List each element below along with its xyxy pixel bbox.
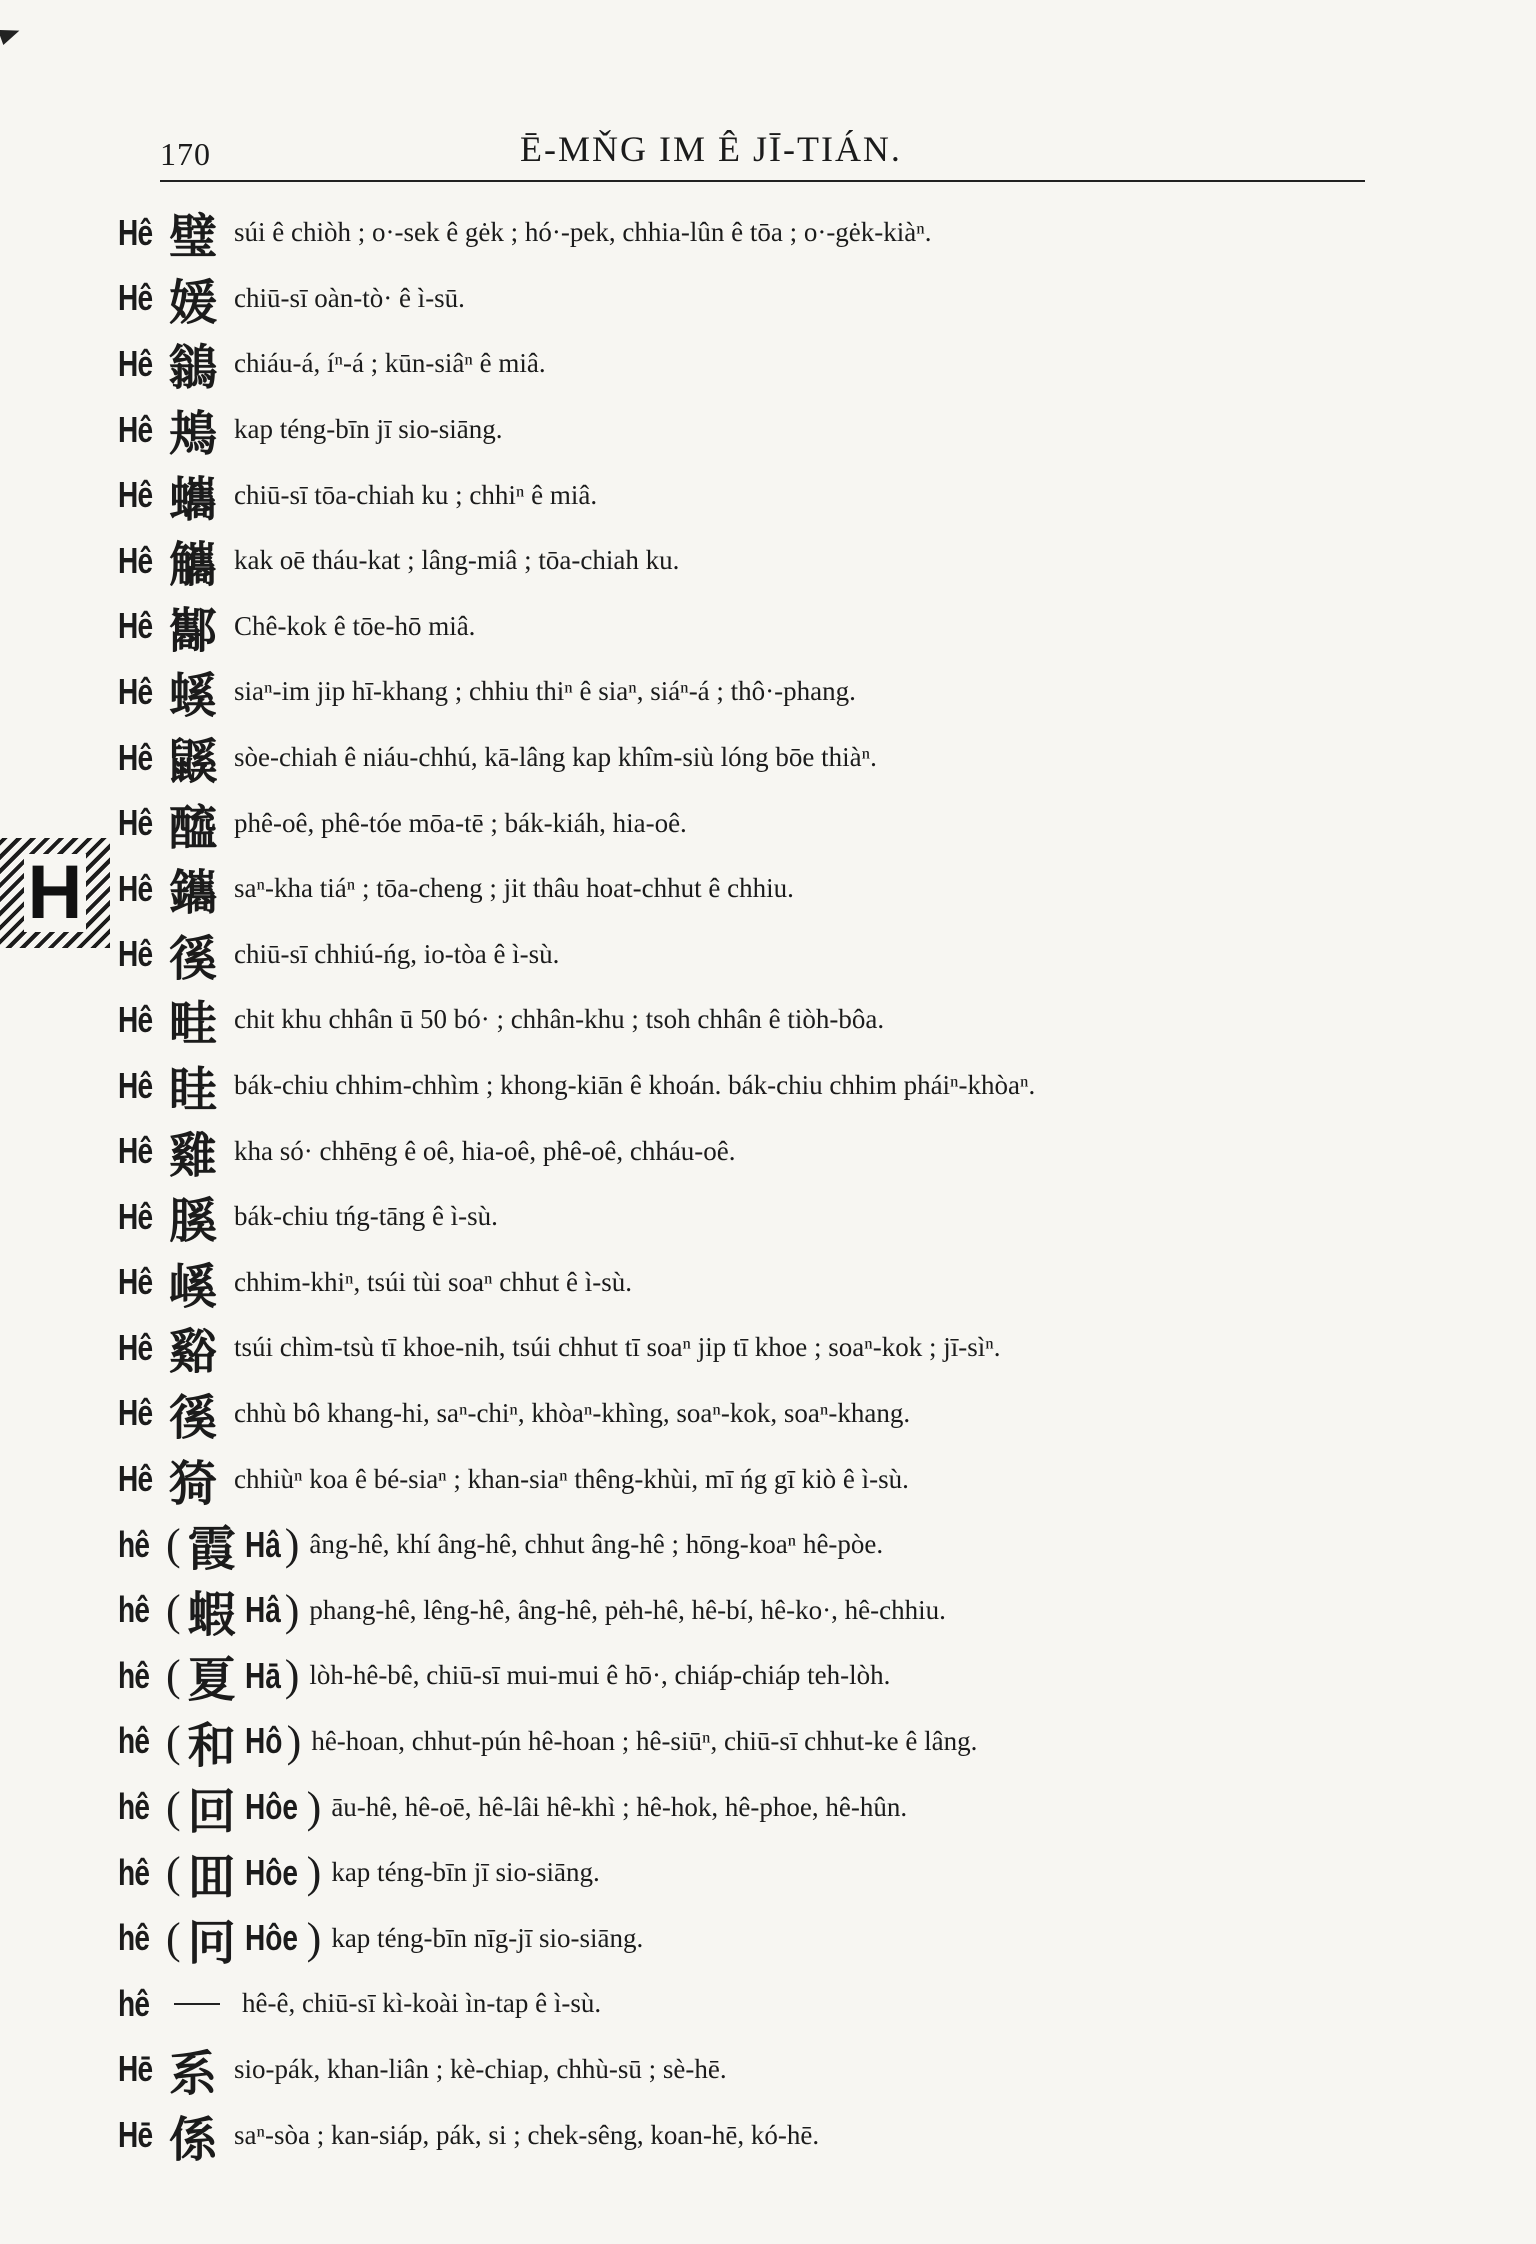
entry-headword: Hê: [118, 605, 153, 647]
entry-variant-reading: Hôe: [244, 1851, 298, 1893]
entry-definition: chhiùⁿ koa ê bé-siaⁿ ; khan-siaⁿ thêng-khùi, mī ńg gī kiò ê ì-sù.: [234, 1463, 909, 1494]
dictionary-entry: [118, 1512, 1358, 1578]
dictionary-entry: [118, 594, 1358, 660]
entry-character: 回: [187, 1783, 236, 1840]
entry-headword: Hê: [118, 1458, 153, 1500]
entry-character: 醯: [168, 799, 217, 856]
entry-definition: tsúi chìm-tsù tī khoe-nih, tsúi chhut tī soaⁿ jip tī khoe ; soaⁿ-kok ; jī-sìⁿ.: [234, 1332, 1001, 1363]
entry-definition: kha só· chhēng ê oê, hia-oê, phê-oê, chháu-oê.: [234, 1135, 736, 1166]
entry-character: 冋: [187, 1914, 236, 1971]
entry-definition: saⁿ-kha tiáⁿ ; tōa-cheng ; jit thâu hoat-chhut ê chhiu.: [234, 873, 794, 904]
dictionary-entry: [118, 2102, 1358, 2168]
entry-character: 谿: [168, 1324, 217, 1381]
dictionary-entry: [118, 1446, 1358, 1512]
entry-headword: Hê: [118, 342, 153, 384]
entry-character: 徯: [168, 930, 217, 987]
entry-headword: Hê: [118, 867, 153, 909]
dictionary-entry: [118, 856, 1358, 922]
entry-definition: phang-hê, lêng-hê, âng-hê, pėh-hê, hê-bí, hê-ko·, hê-chhiu.: [309, 1594, 946, 1625]
open-paren: (: [166, 1520, 181, 1570]
entry-character: 螇: [168, 668, 217, 725]
entry-character: 璧: [168, 209, 217, 266]
entry-character: 鴂: [168, 406, 217, 463]
entry-character: 媛: [168, 274, 217, 331]
entry-character: 雞: [168, 1127, 217, 1184]
close-paren: ): [306, 1848, 322, 1898]
dictionary-entry: [118, 1840, 1358, 1906]
entry-definition: chiáu-á, íⁿ-á ; kūn-siâⁿ ê miâ.: [234, 348, 546, 379]
entry-character: 鶲: [168, 340, 217, 397]
close-paren: ): [284, 1520, 300, 1570]
entry-headword: Hê: [118, 474, 153, 516]
entry-headword: hê: [118, 1786, 150, 1828]
entry-headword: hê: [118, 1523, 150, 1565]
entry-headword: Hê: [118, 277, 153, 319]
entry-headword: hê: [118, 1982, 150, 2024]
close-paren: ): [306, 1913, 322, 1963]
entry-headword: Hē: [118, 2048, 153, 2090]
entry-definition: kak oē tháu-kat ; lâng-miâ ; tōa-chiah ku.: [234, 545, 680, 576]
entry-character: 膎: [168, 1193, 217, 1250]
entry-character: 徯: [168, 1389, 217, 1446]
entry-headword: hê: [118, 1720, 150, 1762]
open-paren: (: [166, 1782, 181, 1832]
dictionary-entry: [118, 1184, 1358, 1250]
entry-character: 霞: [187, 1521, 236, 1578]
entry-definition: bák-chiu chhim-chhìm ; khong-kiān ê khoán. bák-chiu chhim pháiⁿ-khòaⁿ.: [234, 1070, 1036, 1101]
open-paren: (: [166, 1913, 181, 1963]
entry-character: 觿: [168, 537, 217, 594]
entry-definition: chiū-sī chhiú-ńg, io-tòa ê ì-sù.: [234, 938, 560, 969]
thumb-index-letter: H: [24, 854, 87, 932]
dictionary-entry: [118, 1774, 1358, 1840]
dictionary-entry: [118, 1118, 1358, 1184]
dictionary-entry: [118, 266, 1358, 332]
dictionary-entry: [118, 1381, 1358, 1447]
entry-headword: Hê: [118, 1326, 153, 1368]
entry-definition: kap téng-bīn jī sio-siāng.: [234, 414, 503, 445]
entry-definition: sio-pák, khan-liân ; kè-chiap, chhù-sū ; sè-hē.: [234, 2053, 727, 2084]
entry-character: 和: [187, 1717, 236, 1774]
entry-headword: Hê: [118, 1064, 153, 1106]
close-paren: ): [286, 1716, 302, 1766]
entry-character: 畦: [168, 996, 217, 1053]
dictionary-entry: [118, 922, 1358, 988]
entry-definition: chhù bô khang-hi, saⁿ-chiⁿ, khòaⁿ-khìng, soaⁿ-kok, soaⁿ-khang.: [234, 1397, 911, 1428]
dictionary-entry: [118, 528, 1358, 594]
dictionary-entry: [118, 1577, 1358, 1643]
entry-headword: Hē: [118, 2114, 153, 2156]
entry-definition: chit khu chhân ū 50 bó· ; chhân-khu ; tsoh chhân ê tiòh-bôa.: [234, 1004, 885, 1035]
entry-headword: Hê: [118, 998, 153, 1040]
entry-definition: chiū-sī tōa-chiah ku ; chhiⁿ ê miâ.: [234, 479, 598, 510]
entry-character: 鼷: [168, 734, 217, 791]
entry-headword: Hê: [118, 408, 153, 450]
dictionary-entry: [118, 2037, 1358, 2103]
open-paren: (: [166, 1716, 181, 1766]
close-paren: ): [284, 1585, 300, 1635]
entry-list: [118, 200, 1358, 2168]
entry-definition: chiū-sī oàn-tò· ê ì-sū.: [234, 282, 465, 313]
entry-headword: Hê: [118, 1261, 153, 1303]
dictionary-entry: [118, 790, 1358, 856]
entry-headword: Hê: [118, 1392, 153, 1434]
dictionary-entry: [118, 200, 1358, 266]
entry-headword: Hê: [118, 670, 153, 712]
entry-character: 系: [168, 2045, 217, 2102]
entry-definition: hê-ê, chiū-sī kì-koài ìn-tap ê ì-sù.: [242, 1988, 602, 2019]
entry-character: 鑴: [168, 865, 217, 922]
dictionary-entry: [118, 1250, 1358, 1316]
entry-character: 嵠: [168, 1258, 217, 1315]
page-number: 170: [160, 136, 211, 172]
open-paren: (: [166, 1651, 181, 1701]
header-rule: [160, 180, 1365, 182]
entry-variant-reading: Hâ: [244, 1589, 281, 1631]
dictionary-entry: [118, 1643, 1358, 1709]
open-paren: (: [166, 1585, 181, 1635]
entry-definition: kap téng-bīn nīg-jī sio-siāng.: [331, 1922, 644, 1953]
entry-character: 眭: [168, 1062, 217, 1119]
open-paren: (: [166, 1848, 181, 1898]
entry-definition: siaⁿ-im jip hī-khang ; chhiu thiⁿ ê siaⁿ, siáⁿ-á ; thô·-phang.: [234, 676, 856, 707]
dictionary-entry: [118, 462, 1358, 528]
entry-headword: Hê: [118, 802, 153, 844]
entry-variant-reading: Hâ: [244, 1523, 281, 1565]
entry-headword: Hê: [118, 736, 153, 778]
dictionary-entry: [118, 397, 1358, 463]
entry-headword: Hê: [118, 1195, 153, 1237]
entry-headword: Hê: [118, 211, 153, 253]
entry-definition: bák-chiu tńg-tāng ê ì-sù.: [234, 1201, 498, 1232]
entry-headword: hê: [118, 1917, 150, 1959]
entry-definition: phê-oê, phê-tóe mōa-tē ; bák-kiáh, hia-oê.: [234, 807, 687, 838]
close-paren: ): [284, 1651, 300, 1701]
dictionary-entry: [118, 987, 1358, 1053]
dictionary-entry: [118, 1709, 1358, 1775]
thumb-index-tab: [0, 838, 110, 948]
entry-character: 猗: [168, 1455, 217, 1512]
entry-variant-reading: Hā: [244, 1654, 281, 1696]
entry-character: 囬: [187, 1849, 236, 1906]
entry-definition: kap téng-bīn jī sio-siāng.: [331, 1857, 600, 1888]
entry-definition: sòe-chiah ê niáu-chhú, kā-lâng kap khîm-siù lóng bōe thiàⁿ.: [234, 742, 877, 773]
page-header: [160, 128, 1365, 186]
dictionary-entry: [118, 1905, 1358, 1971]
entry-headword: Hê: [118, 1130, 153, 1172]
dictionary-entry: [118, 725, 1358, 791]
entry-definition: súi ê chiòh ; o·-sek ê gėk ; hó·-pek, chhia-lûn ê tōa ; o·-gėk-kiàⁿ.: [234, 217, 932, 248]
entry-headword: Hê: [118, 539, 153, 581]
dictionary-entry: [118, 659, 1358, 725]
entry-character: 蠵: [168, 471, 217, 528]
dictionary-entry: [118, 1315, 1358, 1381]
running-title: Ē-MŇG IM Ê JĪ-TIÁN.: [520, 129, 902, 169]
entry-character: 係: [168, 2111, 217, 2168]
corner-mark: [0, 23, 22, 45]
entry-definition: hê-hoan, chhut-pún hê-hoan ; hê-siūⁿ, chiū-sī chhut-ke ê lâng.: [311, 1725, 978, 1756]
entry-character: 夏: [187, 1652, 236, 1709]
dictionary-entry: [118, 1053, 1358, 1119]
dictionary-entry: [118, 1971, 1358, 2037]
close-paren: ): [306, 1782, 322, 1832]
entry-definition: lòh-hê-bê, chiū-sī mui-mui ê hō·, chiáp-chiáp teh-lòh.: [309, 1660, 891, 1691]
entry-definition: âng-hê, khí âng-hê, chhut âng-hê ; hōng-koaⁿ hê-pòe.: [309, 1529, 884, 1560]
entry-variant-reading: Hô: [244, 1720, 283, 1762]
entry-definition: āu-hê, hê-oē, hê-lâi hê-khì ; hê-hok, hê-phoe, hê-hûn.: [331, 1791, 908, 1822]
entry-headword: hê: [118, 1654, 150, 1696]
entry-definition: saⁿ-sòa ; kan-siáp, pák, si ; chek-sêng, koan-hē, kó-hē.: [234, 2119, 820, 2150]
entry-headword: Hê: [118, 933, 153, 975]
entry-definition: Chê-kok ê tōe-hō miâ.: [234, 610, 476, 641]
entry-character: 蝦: [187, 1586, 236, 1643]
entry-definition: chhim-khiⁿ, tsúi tùi soaⁿ chhut ê ì-sù.: [234, 1266, 632, 1297]
entry-variant-reading: Hôe: [244, 1917, 298, 1959]
entry-dash: [174, 2003, 220, 2005]
dictionary-entry: [118, 331, 1358, 397]
entry-headword: hê: [118, 1851, 150, 1893]
entry-character: 酅: [168, 602, 217, 659]
entry-headword: hê: [118, 1589, 150, 1631]
entry-variant-reading: Hôe: [244, 1786, 298, 1828]
